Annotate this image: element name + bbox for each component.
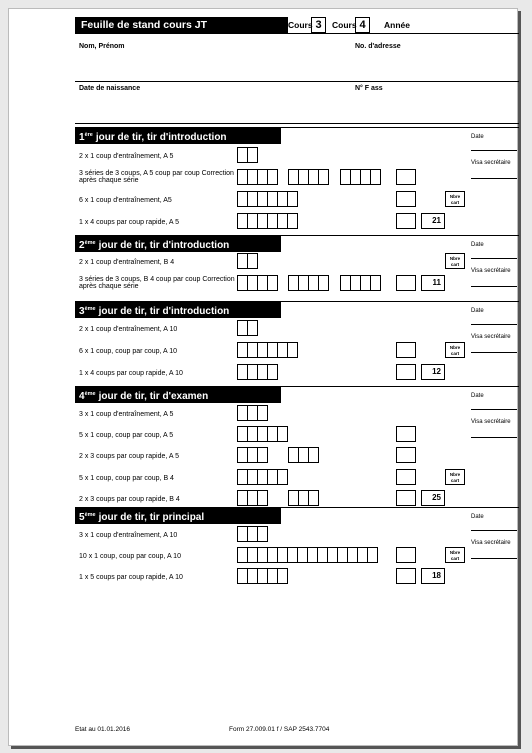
date-line[interactable]	[471, 150, 517, 151]
score-cell[interactable]	[267, 364, 278, 380]
nbre-cart-box: Nbre cart	[445, 253, 465, 269]
score-cells[interactable]	[237, 405, 268, 421]
score-cells[interactable]	[237, 169, 278, 185]
visa-line[interactable]	[471, 558, 517, 559]
nbre-cart-box: Nbre cart	[445, 191, 465, 207]
row-label: 2 x 3 coups par coup rapide, B 4	[79, 496, 180, 503]
date-line[interactable]	[471, 258, 517, 259]
score-cells[interactable]	[237, 275, 278, 291]
date-line[interactable]	[471, 530, 517, 531]
visa-label: Visa secrétaire	[471, 334, 511, 340]
row-label: 2 x 3 coups par coup rapide, A 5	[79, 453, 180, 460]
nbre-cart-box: Nbre cart	[445, 469, 465, 485]
header-rule	[288, 33, 519, 34]
nbre-cart-box: Nbre cart	[445, 547, 465, 563]
score-cell[interactable]	[247, 320, 258, 336]
row-label: 5 x 1 coup, coup par coup, A 5	[79, 432, 174, 439]
score-cell[interactable]	[247, 253, 258, 269]
row-label: 10 x 1 coup, coup par coup, A 10	[79, 553, 181, 560]
score-cells[interactable]	[237, 568, 288, 584]
cours-box-a[interactable]: 3	[311, 17, 326, 33]
row-label: 3 séries de 3 coups, B 4 coup par coup Correction après chaque série	[79, 276, 235, 290]
score-cell[interactable]	[318, 169, 329, 185]
form-sheet	[8, 8, 518, 746]
row-label: 2 x 1 coup d'entraînement, A 10	[79, 326, 178, 333]
naissance-label: Date de naissance	[79, 85, 141, 92]
score-cells[interactable]	[288, 490, 319, 506]
footer-form-number: Form 27.009.01 f / SAP 2543.7704	[229, 726, 330, 733]
cours-box-b[interactable]: 4	[355, 17, 370, 33]
score-cells[interactable]	[237, 426, 288, 442]
score-cell[interactable]	[367, 547, 378, 563]
section-title: 2ème jour de tir, tir d'introduction	[75, 235, 281, 252]
nom-field-line[interactable]	[75, 81, 519, 82]
score-cell[interactable]	[267, 169, 278, 185]
row-label: 6 x 1 coup d'entraînement, A5	[79, 197, 172, 204]
score-cells[interactable]	[237, 469, 288, 485]
score-cell[interactable]	[257, 405, 268, 421]
score-cell[interactable]	[287, 191, 298, 207]
score-cells[interactable]	[237, 147, 258, 163]
cours-label-b: Cours	[332, 20, 357, 30]
score-cells[interactable]	[237, 490, 268, 506]
form-title: Feuille de stand cours JT	[75, 17, 288, 34]
score-cell[interactable]	[277, 469, 288, 485]
footer-date: Etat au 01.01.2016	[75, 726, 130, 733]
date-label: Date	[471, 514, 484, 520]
row-label: 2 x 1 coup d'entraînement, B 4	[79, 259, 175, 266]
score-cells[interactable]	[237, 364, 278, 380]
visa-label: Visa secrétaire	[471, 160, 511, 166]
score-cells[interactable]	[237, 191, 298, 207]
row-label: 1 x 4 coups par coup rapide, A 5	[79, 219, 180, 226]
visa-line[interactable]	[471, 352, 517, 353]
total-box[interactable]	[396, 364, 416, 380]
total-box[interactable]	[396, 191, 416, 207]
cartridge-count[interactable]: 21	[421, 213, 445, 229]
score-cells[interactable]	[288, 275, 329, 291]
date-label: Date	[471, 308, 484, 314]
total-box[interactable]	[396, 213, 416, 229]
date-label: Date	[471, 134, 484, 140]
nom-label: Nom, Prénom	[79, 43, 125, 50]
score-cell[interactable]	[257, 526, 268, 542]
score-cells[interactable]	[237, 253, 258, 269]
date-label: Date	[471, 242, 484, 248]
row-label: 6 x 1 coup, coup par coup, A 10	[79, 348, 178, 355]
score-cells[interactable]	[340, 275, 381, 291]
cartridge-count[interactable]: 25	[421, 490, 445, 506]
score-cell[interactable]	[287, 213, 298, 229]
score-cell[interactable]	[370, 169, 381, 185]
section-title: 3ème jour de tir, tir d'introduction	[75, 301, 281, 318]
row-label: 1 x 4 coups par coup rapide, A 10	[79, 370, 183, 377]
section-title: 5ème jour de tir, tir principal	[75, 507, 281, 524]
row-label: 3 x 1 coup d'entraînement, A 10	[79, 532, 178, 539]
date-line[interactable]	[471, 409, 517, 410]
score-cell[interactable]	[277, 568, 288, 584]
date-line[interactable]	[471, 324, 517, 325]
score-cell[interactable]	[308, 490, 319, 506]
score-cell[interactable]	[257, 490, 268, 506]
cartridge-count[interactable]: 12	[421, 364, 445, 380]
score-cell[interactable]	[247, 147, 258, 163]
score-cells[interactable]	[237, 342, 298, 358]
total-box[interactable]	[396, 547, 416, 563]
total-box[interactable]	[396, 447, 416, 463]
row-label: 3 séries de 3 coups, A 5 coup par coup Correction après chaque série	[79, 170, 234, 184]
total-box[interactable]	[396, 469, 416, 485]
total-box[interactable]	[396, 342, 416, 358]
date-label: Date	[471, 393, 484, 399]
visa-line[interactable]	[471, 178, 517, 179]
score-cell[interactable]	[257, 447, 268, 463]
score-cells[interactable]	[237, 447, 268, 463]
score-cells[interactable]	[288, 447, 319, 463]
total-box[interactable]	[396, 275, 416, 291]
visa-label: Visa secrétaire	[471, 419, 511, 425]
total-box[interactable]	[396, 169, 416, 185]
adresse-label: No. d'adresse	[355, 43, 401, 50]
cartridge-count[interactable]: 11	[421, 275, 445, 291]
visa-line[interactable]	[471, 437, 517, 438]
visa-label: Visa secrétaire	[471, 268, 511, 274]
score-cell[interactable]	[318, 275, 329, 291]
section-title: 4ème jour de tir, tir d'examen	[75, 386, 281, 403]
total-box[interactable]	[396, 426, 416, 442]
score-cell[interactable]	[267, 275, 278, 291]
nbre-cart-box: Nbre cart	[445, 342, 465, 358]
score-cells[interactable]	[237, 526, 268, 542]
assurance-label: N° F ass	[355, 85, 383, 92]
row-label: 1 x 5 coups par coup rapide, A 10	[79, 574, 183, 581]
score-cells[interactable]	[237, 547, 378, 563]
visa-line[interactable]	[471, 286, 517, 287]
row-label: 2 x 1 coup d'entraînement, A 5	[79, 153, 174, 160]
cartridge-count[interactable]: 18	[421, 568, 445, 584]
score-cells[interactable]	[340, 169, 381, 185]
naissance-field-line[interactable]	[75, 123, 519, 124]
score-cell[interactable]	[277, 426, 288, 442]
score-cells[interactable]	[237, 320, 258, 336]
cours-label-a: Cours	[288, 20, 313, 30]
row-label: 3 x 1 coup d'entraînement, A 5	[79, 411, 174, 418]
score-cell[interactable]	[370, 275, 381, 291]
score-cells[interactable]	[237, 213, 298, 229]
annee-label: Année	[384, 20, 410, 30]
score-cell[interactable]	[308, 447, 319, 463]
score-cell[interactable]	[287, 342, 298, 358]
visa-label: Visa secrétaire	[471, 540, 511, 546]
score-cells[interactable]	[288, 169, 329, 185]
total-box[interactable]	[396, 568, 416, 584]
row-label: 5 x 1 coup, coup par coup, B 4	[79, 475, 174, 482]
total-box[interactable]	[396, 490, 416, 506]
section-title: 1ère jour de tir, tir d'introduction	[75, 127, 281, 144]
